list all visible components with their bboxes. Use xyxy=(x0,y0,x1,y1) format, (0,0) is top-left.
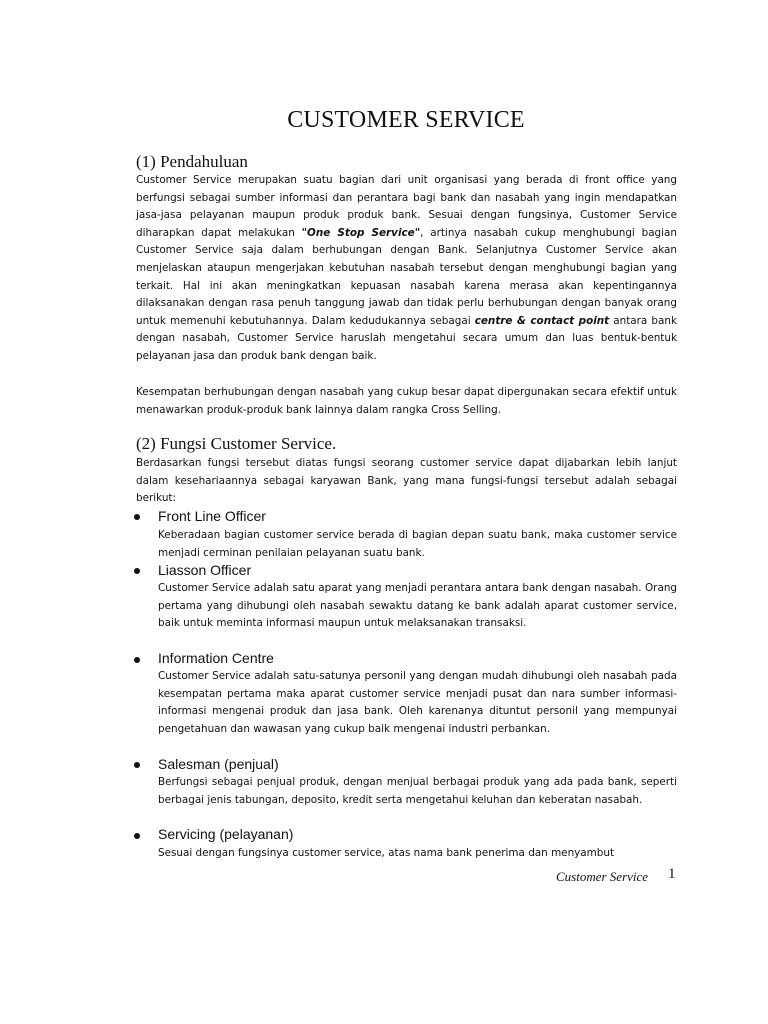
fungsi-intro-paragraph: Berdasarkan fungsi tersebut diatas fungsi seorang customer service dapat dijabarkan lebih lanjut dalam kesehariaannya sebagai karyawan Bank, yang mana fungsi-fungsi tersebut adalah sebagai berikut: xyxy=(136,457,677,505)
bullet-icon xyxy=(134,762,140,768)
intro-text-1: Customer Service merupakan suatu bagian dari unit organisasi yang berada di front office yang berfungsi sebagai sumber informasi dan perantara bagi bank dan nasabah yang ingin mendapatkan jasa-jasa pelayanan maupun produk produk bank. Sesuai dengan fungsinya, Customer Service diharapkan dapat melakukan xyxy=(136,174,677,239)
cross-selling-paragraph: Kesempatan berhubungan dengan nasabah yang cukup besar dapat dipergunakan secara efektif untuk menawarkan produk-produk bank lainnya dalam rangka Cross Selling. xyxy=(136,386,677,416)
item-title-liasson-officer: Liasson Officer xyxy=(158,562,252,578)
intro-text-2: , artinya nasabah cukup menghubungi bagian Customer Service saja dalam berhubungan dengan Bank. Selanjutnya Customer Service akan menjelaskan ataupun mengerjakan kebutuhan nasabah tersebut dengan menghubungi bagian yang terkait. Hal ini akan meningkatkan kepuasan nasabah karena merasa akan kepentingannya dilaksanakan dengan rasa penuh tanggung jawab dan tidak perlu berhubungan dengan banyak orang untuk memenuhi kebutuhannya. Dalam kedudukannya sebagai xyxy=(136,226,677,327)
item-body-front-line-officer: Keberadaan bagian customer service berada di bagian depan suatu bank, maka customer service menjadi cerminan penilaian pelayanan suatu bank. xyxy=(158,529,677,559)
bullet-icon xyxy=(134,657,140,663)
item-title-information-centre: Information Centre xyxy=(158,650,274,666)
item-body-salesman: Berfungsi sebagai penjual produk, dengan menjual berbagai produk yang ada pada bank, seperti berbagai jenis tabungan, deposito, kredit serta mengetahui keluhan dan keberatan nasabah. xyxy=(158,776,677,806)
centre-contact-point-emphasis: centre & contact point xyxy=(474,314,610,327)
bullet-icon xyxy=(134,568,140,574)
item-body-liasson-officer: Customer Service adalah satu aparat yang menjadi perantara antara bank dengan nasabah. Orang pertama yang dihubungi oleh nasabah sewaktu datang ke bank adalah aparat customer service, baik untuk meminta informasi maupun untuk melaksanakan transaksi. xyxy=(158,582,677,630)
section-heading-fungsi: (2) Fungsi Customer Service. xyxy=(136,434,337,453)
intro-paragraph xyxy=(136,172,677,366)
item-body-information-centre: Customer Service adalah satu-satunya personil yang dengan mudah dihubungi oleh nasabah pada kesempatan pertama maka aparat customer service menjadi pusat dan nara sumber informasi-informasi mengenai produk dan jasa bank. Oleh karenanya dituntut personil yang mempunyai pengetahuan dan wawasan yang cukup baik mengenai industri perbankan. xyxy=(158,670,677,735)
item-title-front-line-officer: Front Line Officer xyxy=(158,508,266,524)
intro-text-3: antara bank dengan nasabah, Customer Service haruslah mengetahui secara umum dan luas bentuk-bentuk pelayanan jasa dan produk bank dengan baik. xyxy=(136,314,677,362)
bullet-icon xyxy=(134,833,140,839)
bullet-icon xyxy=(134,514,140,520)
item-body-servicing: Sesuai dengan fungsinya customer service, atas nama bank penerima dan menyambut xyxy=(158,847,615,859)
section-heading-pendahuluan: (1) Pendahuluan xyxy=(136,152,248,171)
page-title: CUSTOMER SERVICE xyxy=(287,107,525,133)
one-stop-service-emphasis: "One Stop Service" xyxy=(301,226,421,239)
item-title-salesman: Salesman (penjual) xyxy=(158,756,279,772)
page-number: 1 xyxy=(668,866,676,882)
item-title-servicing: Servicing (pelayanan) xyxy=(158,826,294,842)
footer-label: Customer Service xyxy=(556,869,649,884)
